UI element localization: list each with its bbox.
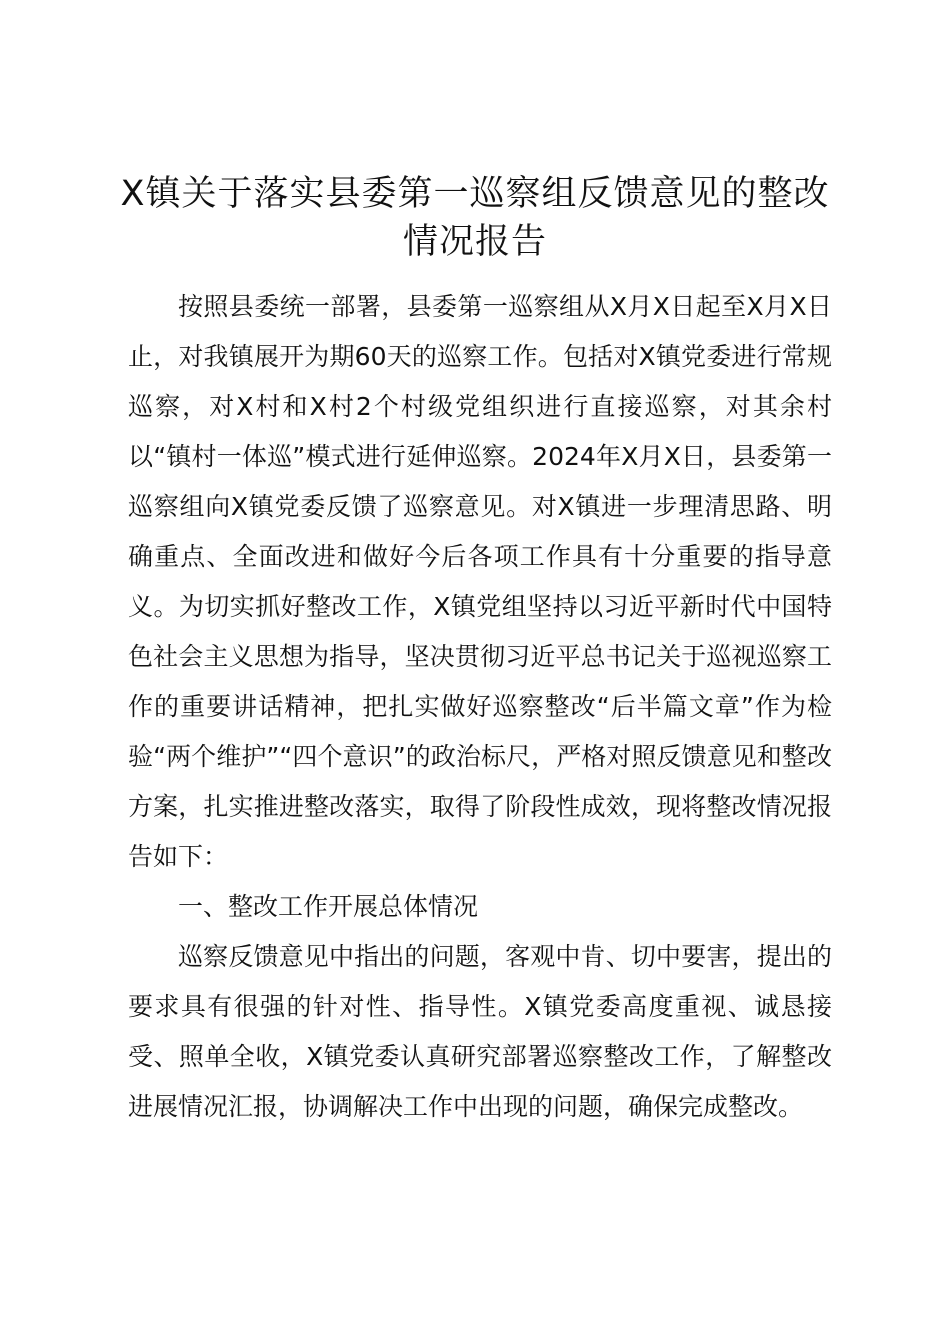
document-title: X镇关于落实县委第一巡察组反馈意见的整改情况报告 [120,174,830,262]
section-heading: 一、整改工作开展总体情况 [178,892,479,921]
document-body [128,282,832,1132]
section-paragraph: 巡察反馈意见中指出的问题，客观中肯、切中要害，提出的要求具有很强的针对性、指导性。X镇党委高度重视、诚恳接受、照单全收，X镇党委认真研究部署巡察整改工作，了解整改进展情况汇报，协调解决工作中出现的问题，确保完成整改。 [128,942,832,1121]
intro-paragraph: 按照县委统一部署，县委第一巡察组从X月X日起至X月X日止，对我镇展开为期60天的巡察工作。包括对X镇党委进行常规巡察，对X村和X村2个村级党组织进行直接巡察，对其余村以“镇村一体巡”模式进行延伸巡察。2024年X月X日，县委第一巡察组向X镇党委反馈了巡察意见。对X镇进一步理清思路、明确重点、全面改进和做好今后各项工作具有十分重要的指导意义。为切实抓好整改工作，X镇党组坚持以习近平新时代中国特色社会主义思想为指导，坚决贯彻习近平总书记关于巡视巡察工作的重要讲话精神，把扎实做好巡察整改“后半篇文章”作为检验“两个维护”“四个意识”的政治标尺，严格对照反馈意见和整改方案，扎实推进整改落实，取得了阶段性成效，现将整改情况报告如下： [128,292,832,871]
